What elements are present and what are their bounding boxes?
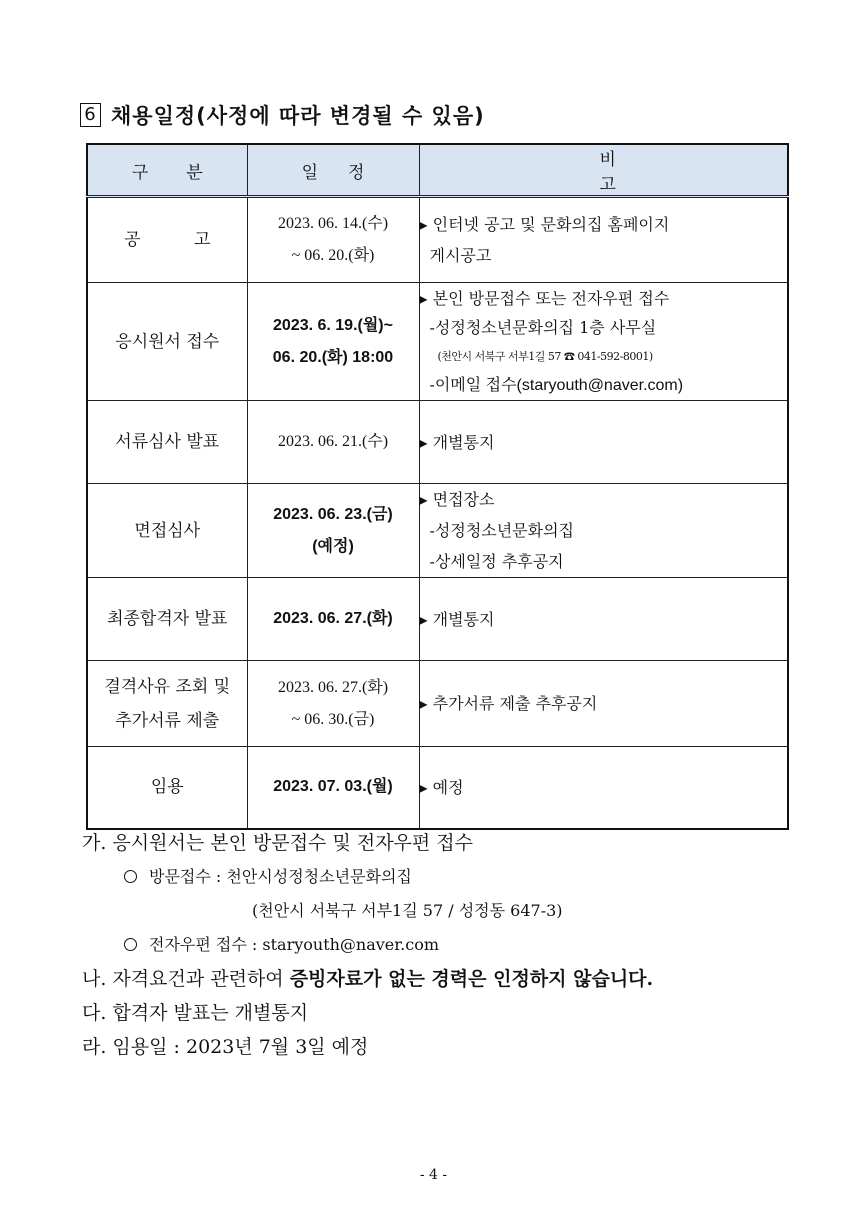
- row-category: 공 고: [87, 197, 247, 283]
- row-notes: ▸ 개별통지: [419, 401, 788, 484]
- row-category: 최종합격자 발표: [87, 578, 247, 661]
- circle-bullet-icon: [124, 870, 137, 883]
- circle-bullet-icon: [124, 938, 137, 951]
- note-na: 나. 자격요건과 관련하여 증빙자료가 없는 경력은 인정하지 않습니다.: [82, 968, 654, 990]
- note-ra: 라. 임용일 : 2023년 7월 3일 예정: [82, 1036, 369, 1058]
- row-notes: ▸ 예정: [419, 747, 788, 829]
- row-date: 2023. 06. 27.(화) ~ 06. 30.(금): [247, 661, 419, 747]
- row-date: 2023. 6. 19.(월)~ 06. 20.(화) 18:00: [247, 283, 419, 401]
- section-title: 채용일정(사정에 따라 변경될 수 있음): [111, 104, 485, 128]
- page-number: - 4 -: [419, 1167, 448, 1183]
- row-date: 2023. 07. 03.(월): [247, 747, 419, 829]
- section-number: 6: [80, 103, 101, 127]
- header-category: 구분: [87, 144, 247, 197]
- note-da: 다. 합격자 발표는 개별통지: [82, 1002, 309, 1024]
- row-notes: ▸ 인터넷 공고 및 문화의집 홈페이지 게시공고: [419, 197, 788, 283]
- row-date: 2023. 06. 14.(수) ~ 06. 20.(화): [247, 197, 419, 283]
- schedule-table: [86, 143, 796, 830]
- row-notes: ▸ 추가서류 제출 추후공지: [419, 661, 788, 747]
- row-category: 결격사유 조회 및 추가서류 제출: [87, 661, 247, 747]
- table-row: [87, 283, 788, 401]
- row-category: 면접심사: [87, 484, 247, 578]
- row-date: 2023. 06. 21.(수): [247, 401, 419, 484]
- table-row: [87, 401, 788, 484]
- row-date: 2023. 06. 23.(금) (예정): [247, 484, 419, 578]
- row-category: 응시원서 접수: [87, 283, 247, 401]
- note-ga-visit-address: (천안시 서북구 서부1길 57 / 성정동 647-3): [252, 901, 563, 920]
- table-row: [87, 578, 788, 661]
- row-notes: ▸ 개별통지: [419, 578, 788, 661]
- header-notes: 비고: [419, 144, 788, 197]
- table-row: [87, 747, 788, 829]
- row-notes: ▸ 본인 방문접수 또는 전자우편 접수 -성정청소년문화의집 1층 사무실 (천안시 서북구 서부1길 57 ☎ 041-592-8001) -이메일 접수(staryouth@naver.com): [419, 283, 788, 401]
- table-header-row: [87, 144, 788, 197]
- note-ga-email: 전자우편 접수 : staryouth@naver.com: [82, 928, 802, 962]
- note-ga-visit: 방문접수 : 천안시성정청소년문화의집: [82, 860, 802, 894]
- row-notes: ▸ 면접장소 -성정청소년문화의집 -상세일정 추후공지: [419, 484, 788, 578]
- row-category: 서류심사 발표: [87, 401, 247, 484]
- table-row: [87, 661, 788, 747]
- notes-section: [82, 826, 802, 1064]
- row-category: 임용: [87, 747, 247, 829]
- header-date: 일정: [247, 144, 419, 197]
- table-row: [87, 197, 788, 283]
- table-row: [87, 484, 788, 578]
- section-heading: [80, 100, 485, 130]
- note-ga: 가. 응시원서는 본인 방문접수 및 전자우편 접수: [82, 832, 474, 854]
- row-date: 2023. 06. 27.(화): [247, 578, 419, 661]
